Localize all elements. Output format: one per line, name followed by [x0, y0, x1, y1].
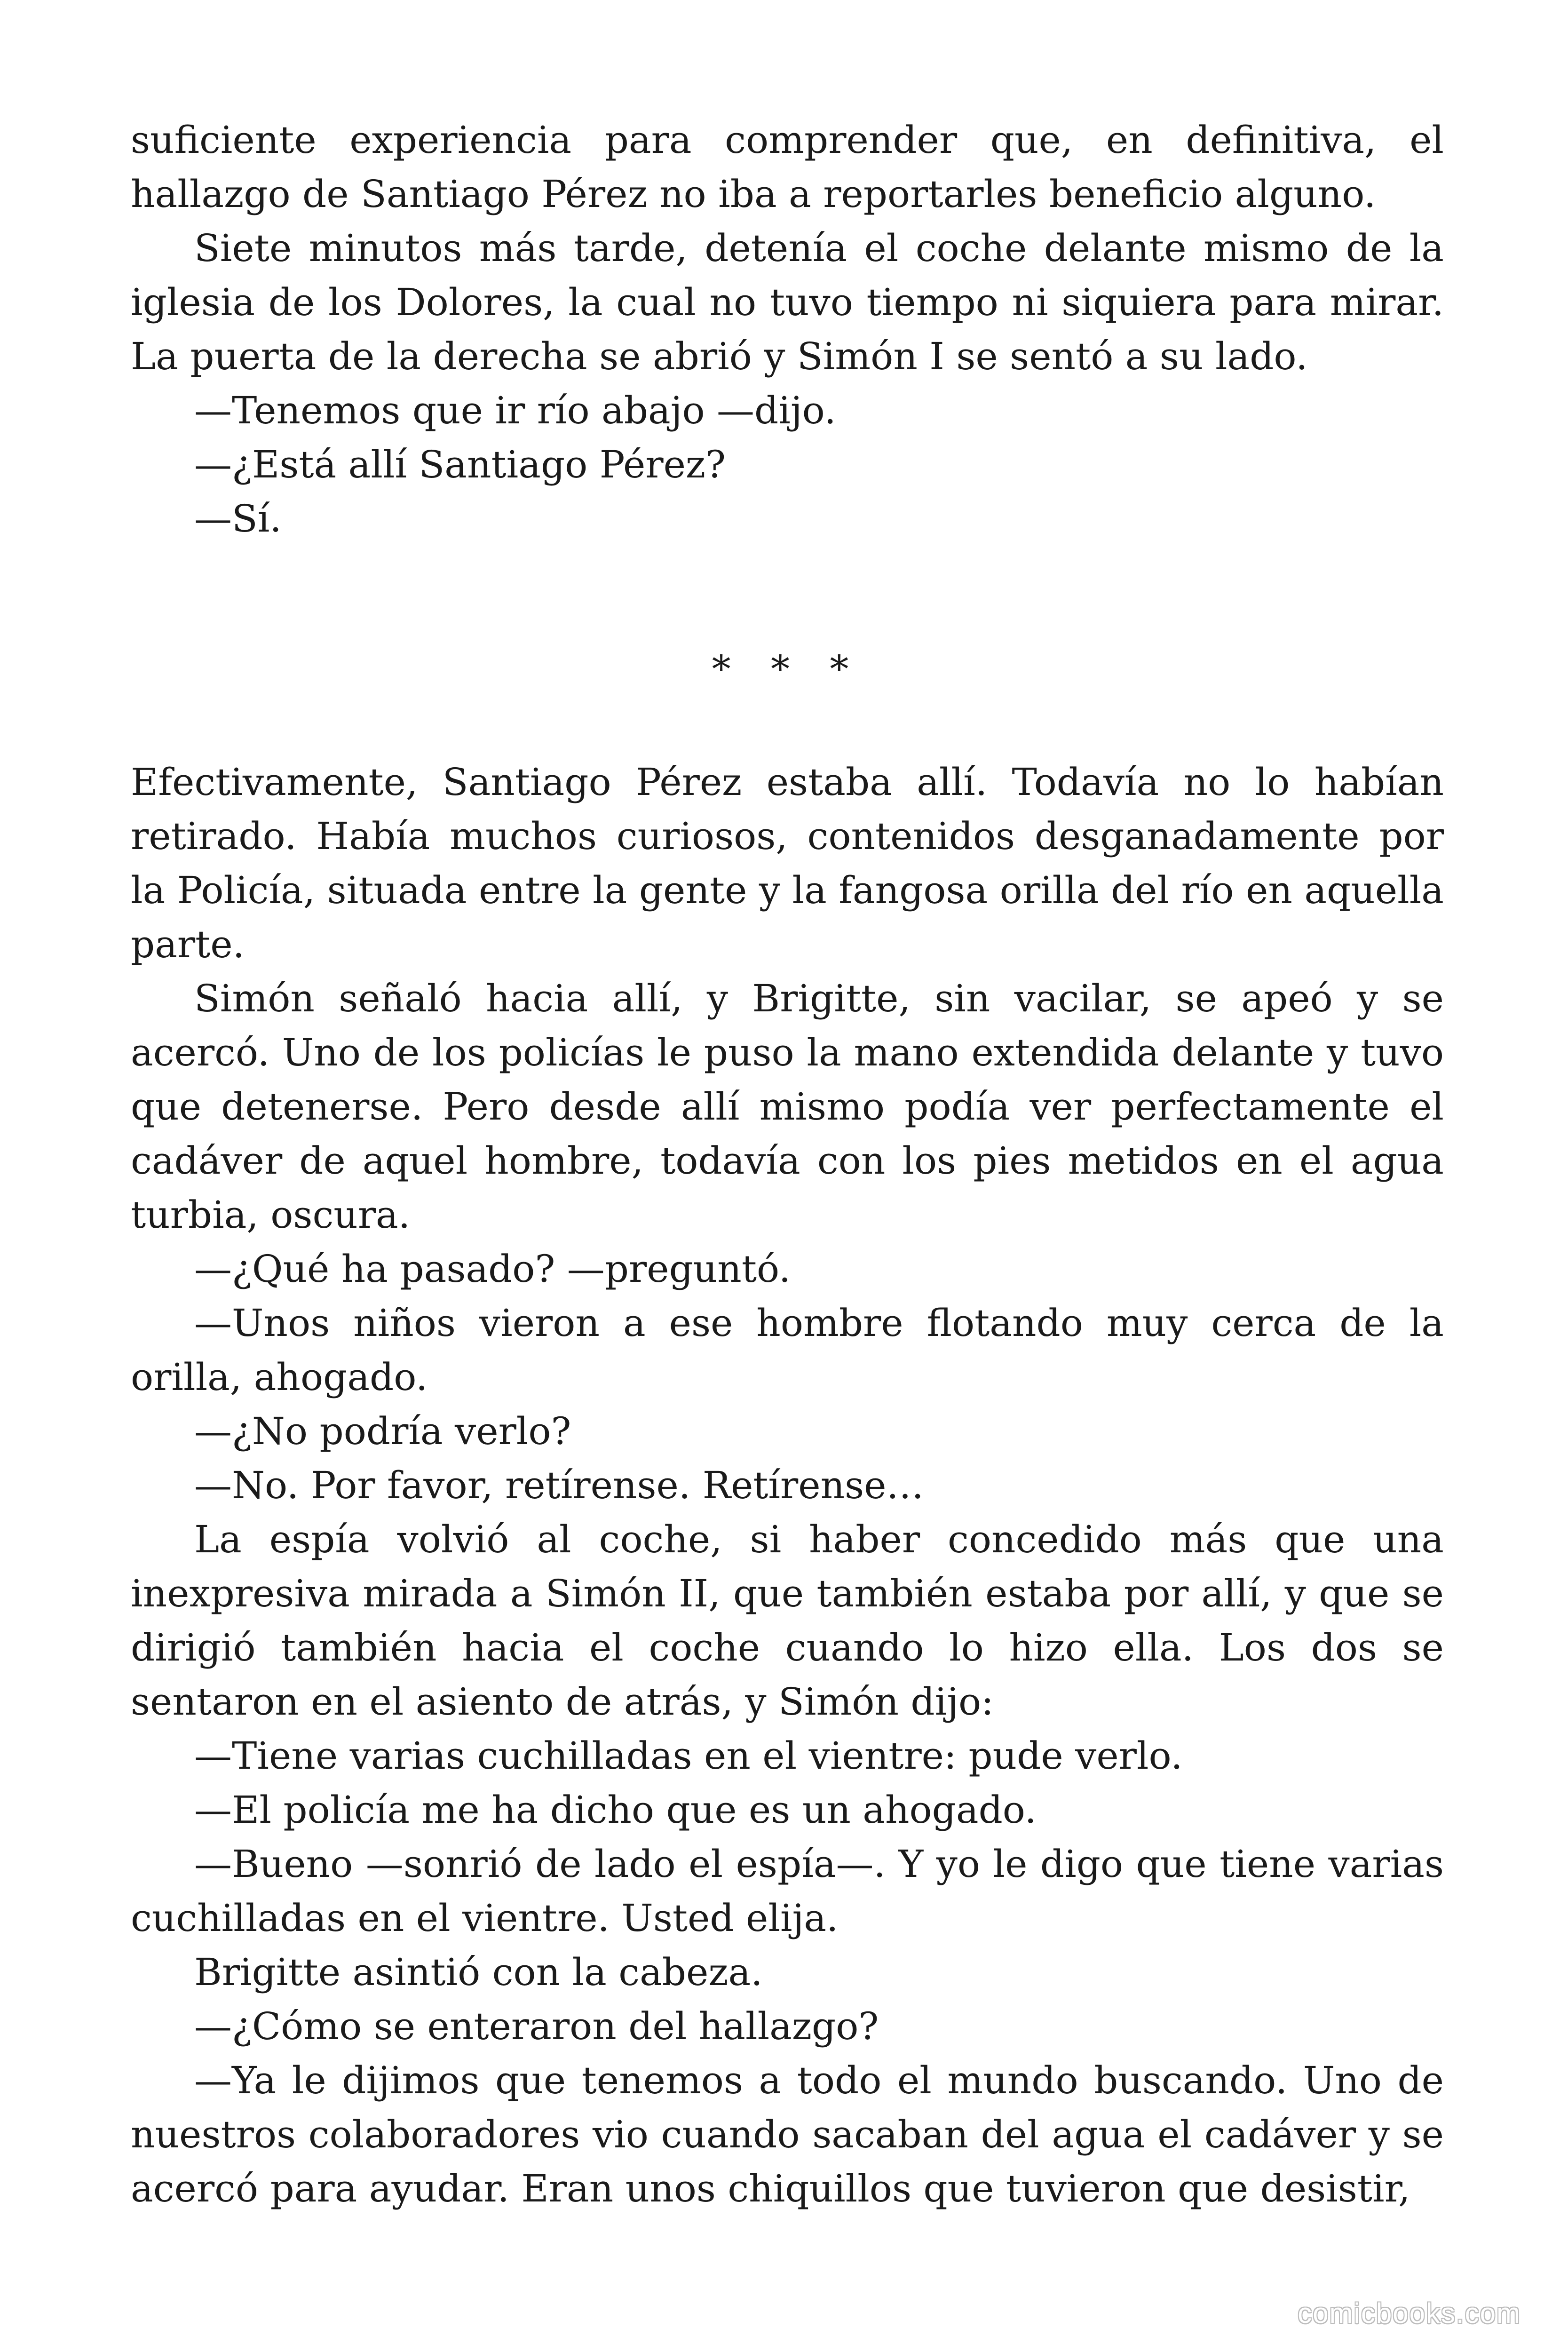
- dialogue-line: —Ya le dijimos que tenemos a todo el mundo buscando. Uno de nuestros colaboradores vio cuando sacaban del agua el cadáver y se acercó para ayudar. Eran unos chiquillos que tuvieron que desistir,: [131, 2058, 1444, 2210]
- dialogue-line: —El policía me ha dicho que es un ahogado.: [194, 1788, 1037, 1832]
- dialogue-line: —Sí.: [194, 497, 282, 540]
- paragraph: Brigitte asintió con la cabeza.: [194, 1950, 763, 1994]
- text-block-before-break: [131, 113, 1444, 546]
- dialogue-line: —Tenemos que ir río abajo —dijo.: [194, 389, 836, 432]
- paragraph: Simón señaló hacia allí, y Brigitte, sin vacilar, se apeó y se acercó. Uno de los policías le puso la mano extendida delante y tuvo que detenerse. Pero desde allí mismo podía ver perfectamente el cadáver de aquel hombre, todavía con los pies metidos en el agua turbia, oscura.: [131, 977, 1444, 1237]
- text-block-after-break: [131, 755, 1444, 2216]
- dialogue-line: —¿No podría verlo?: [194, 1409, 571, 1453]
- dialogue-line: —Bueno —sonrió de lado el espía—. Y yo le digo que tiene varias cuchilladas en el vientre. Usted elija.: [131, 1842, 1444, 1940]
- paragraph-continuation: suficiente experiencia para comprender que, en definitiva, el hallazgo de Santiago Pérez no iba a reportarles beneficio alguno.: [131, 118, 1444, 216]
- watermark-text: comicbooks.com: [1298, 2297, 1521, 2329]
- dialogue-line: —¿Cómo se enteraron del hallazgo?: [194, 2004, 879, 2048]
- paragraph-first-after-break: Efectivamente, Santiago Pérez estaba allí. Todavía no lo habían retirado. Había muchos curiosos, contenidos desganadamente por la Policía, situada entre la gente y la fangosa orilla del río en aquella parte.: [131, 760, 1444, 966]
- paragraph: Siete minutos más tarde, detenía el coche delante mismo de la iglesia de los Dolores, la cual no tuvo tiempo ni siquiera para mirar. La puerta de la derecha se abrió y Simón I se sentó a su lado.: [131, 226, 1444, 378]
- dialogue-line: —¿Qué ha pasado? —preguntó.: [194, 1247, 791, 1291]
- dialogue-line: —Unos niños vieron a ese hombre flotando muy cerca de la orilla, ahogado.: [131, 1301, 1444, 1399]
- dialogue-line: —¿Está allí Santiago Pérez?: [194, 443, 726, 486]
- dialogue-line: —Tiene varias cuchilladas en el vientre: pude verlo.: [194, 1734, 1183, 1778]
- dialogue-line: —No. Por favor, retírense. Retírense…: [194, 1463, 924, 1507]
- scene-break-separator: * * *: [712, 647, 863, 691]
- paragraph: La espía volvió al coche, si haber concedido más que una inexpresiva mirada a Simón II, que también estaba por allí, y que se dirigió también hacia el coche cuando lo hizo ella. Los dos se sentaron en el asiento de atrás, y Simón dijo:: [131, 1518, 1444, 1724]
